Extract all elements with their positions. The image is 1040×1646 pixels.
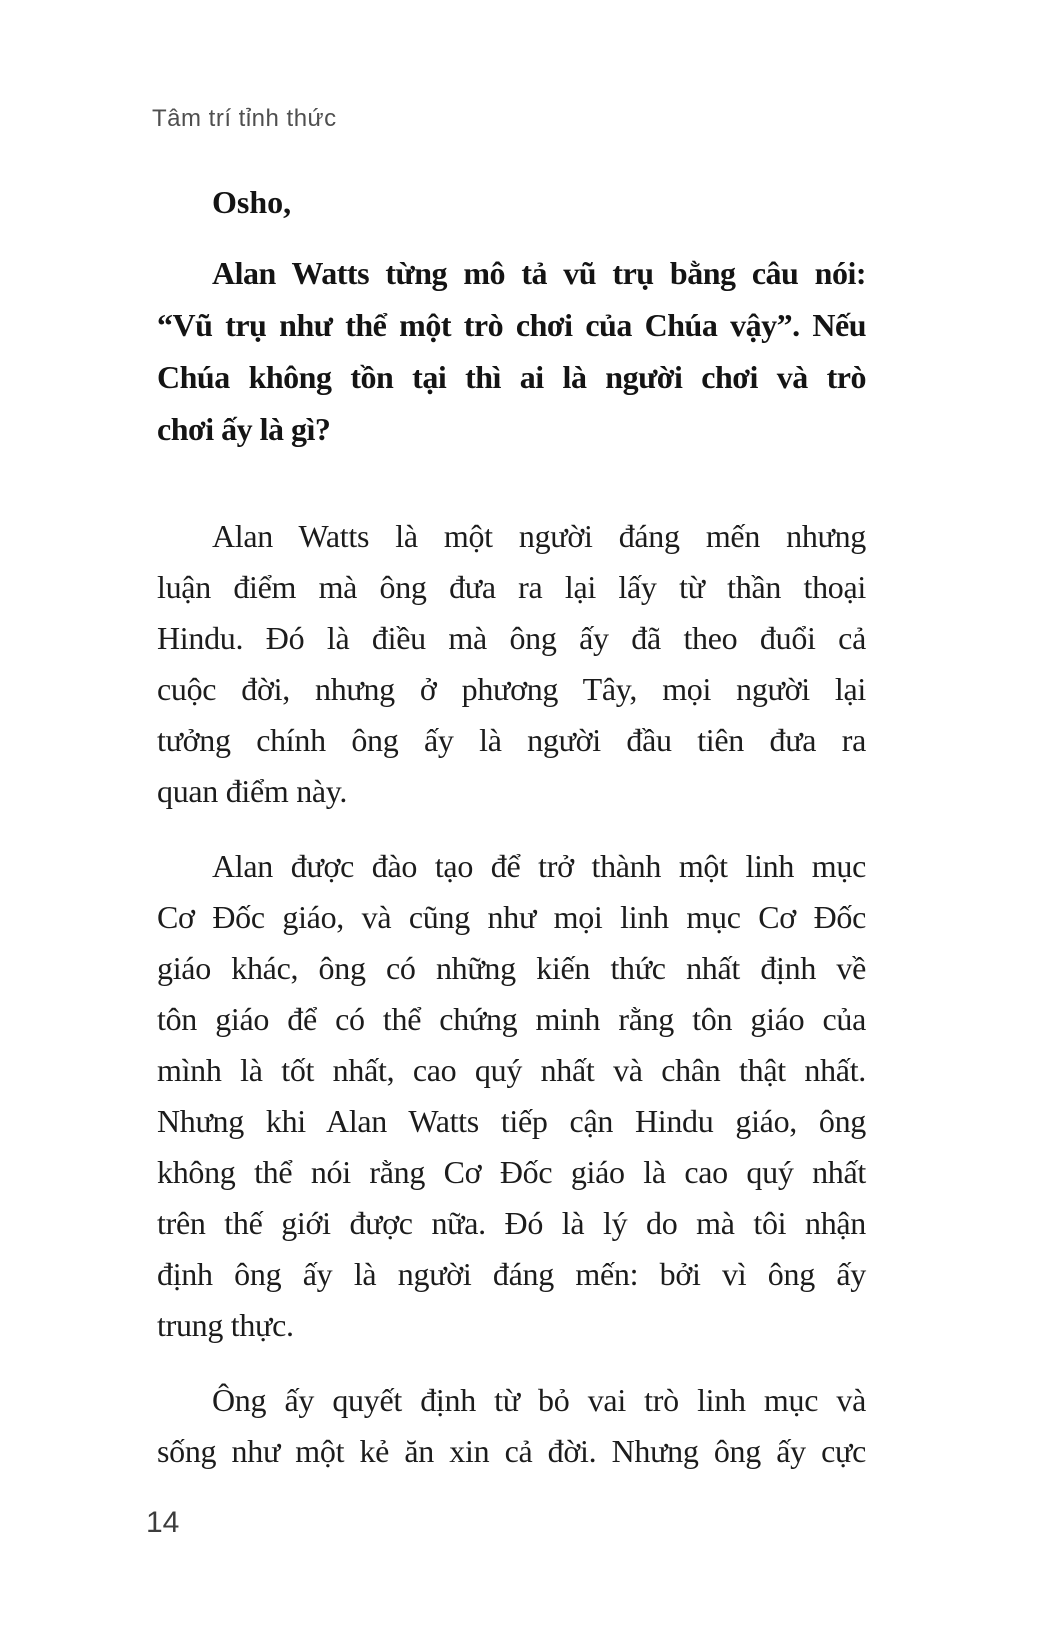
text-line: không thể nói rằng Cơ Đốc giáo là cao quý nhất <box>157 1154 866 1190</box>
text-line: Ông ấy quyết định từ bỏ vai trò linh mục và <box>212 1382 866 1418</box>
text-line: luận điểm mà ông đưa ra lại lấy từ thần thoại <box>157 569 866 605</box>
page-content <box>157 176 866 1477</box>
text-line: chơi ấy là gì? <box>157 411 331 447</box>
text-line: trung thực. <box>157 1307 294 1343</box>
text-line: Cơ Đốc giáo, và cũng như mọi linh mục Cơ Đốc <box>157 899 866 935</box>
text-line: Nhưng khi Alan Watts tiếp cận Hindu giáo, ông <box>157 1103 866 1139</box>
text-line: mình là tốt nhất, cao quý nhất và chân thật nhất. <box>157 1052 866 1088</box>
text-line: tôn giáo để có thể chứng minh rằng tôn giáo của <box>157 1001 866 1037</box>
text-line: định ông ấy là người đáng mến: bởi vì ông ấy <box>157 1256 866 1292</box>
body-paragraph-1 <box>157 511 866 817</box>
question-paragraph <box>157 247 866 455</box>
text-line: sống như một kẻ ăn xin cả đời. Nhưng ông ấy cực <box>157 1433 866 1469</box>
text-line: Alan Watts là một người đáng mến nhưng <box>212 518 866 554</box>
text-line: tưởng chính ông ấy là người đầu tiên đưa ra <box>157 722 866 758</box>
text-line: giáo khác, ông có những kiến thức nhất định về <box>157 950 866 986</box>
body-paragraph-3 <box>157 1375 866 1477</box>
text-line: Chúa không tồn tại thì ai là người chơi và trò <box>157 359 866 395</box>
text-line: Alan được đào tạo để trở thành một linh mục <box>212 848 866 884</box>
text-line: trên thế giới được nữa. Đó là lý do mà tôi nhận <box>157 1205 866 1241</box>
text-line: cuộc đời, nhưng ở phương Tây, mọi người lại <box>157 671 866 707</box>
running-header: Tâm trí tỉnh thức <box>152 105 337 132</box>
text-line: Hindu. Đó là điều mà ông ấy đã theo đuổi cả <box>157 620 866 656</box>
paragraphs-container <box>157 247 866 1477</box>
body-paragraph-2 <box>157 841 866 1351</box>
text-line: quan điểm này. <box>157 773 348 809</box>
salutation: Osho, <box>212 184 292 220</box>
page-number: 14 <box>146 1506 180 1539</box>
text-line: Alan Watts từng mô tả vũ trụ bằng câu nói: <box>212 255 866 291</box>
text-line: “Vũ trụ như thể một trò chơi của Chúa vậy”. Nếu <box>157 307 866 343</box>
